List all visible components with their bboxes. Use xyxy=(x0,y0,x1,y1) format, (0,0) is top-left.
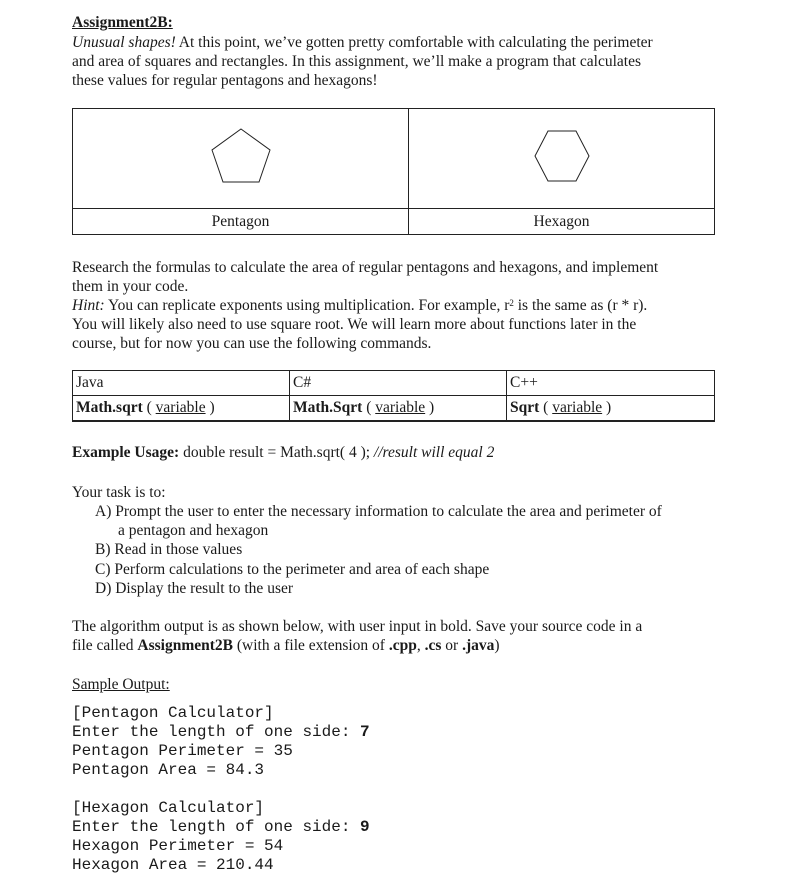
header-csharp: C# xyxy=(290,371,507,396)
intro-line-1: Unusual shapes! At this point, we’ve gotten pretty comfortable with calculating the perimeter xyxy=(72,34,653,51)
task-item-a-cont: a pentagon and hexagon xyxy=(118,522,269,539)
task-item-b: B) Read in those values xyxy=(95,541,243,558)
sample-output-heading: Sample Output: xyxy=(72,676,170,693)
hint-label: Hint: xyxy=(72,297,105,314)
pentagon-image-cell xyxy=(73,109,409,209)
hexagon-output-perimeter: Hexagon Perimeter = 54 xyxy=(72,837,284,855)
assignment-title: Assignment2B: xyxy=(72,14,173,31)
intro-line-3: these values for regular pentagons and hexagons! xyxy=(72,72,378,89)
pentagon-label: Pentagon xyxy=(73,209,409,235)
hexagon-label: Hexagon xyxy=(409,209,715,235)
hexagon-output-prompt: Enter the length of one side: 9 xyxy=(72,818,370,836)
pentagon-user-input: 7 xyxy=(360,723,370,741)
intro-italic: Unusual shapes! xyxy=(72,34,176,51)
csharp-sqrt-cell: Math.Sqrt ( variable ) xyxy=(290,396,507,422)
hexagon-output-title: [Hexagon Calculator] xyxy=(72,799,265,817)
task-item-c: C) Perform calculations to the perimeter and area of each shape xyxy=(95,561,490,578)
sqrt-commands-table xyxy=(72,370,715,422)
example-usage: Example Usage: double result = Math.sqrt( 4 ); //result will equal 2 xyxy=(72,444,495,461)
hexagon-image-cell xyxy=(409,109,715,209)
header-java: Java xyxy=(73,371,290,396)
research-line-1: Research the formulas to calculate the area of regular pentagons and hexagons, and implement xyxy=(72,259,659,276)
header-cpp: C++ xyxy=(507,371,715,396)
shapes-table xyxy=(72,108,715,235)
hint-line-2: You will likely also need to use square root. We will learn more about functions later in the xyxy=(72,316,637,333)
task-intro: Your task is to: xyxy=(72,484,166,501)
hint-line-3: course, but for now you can use the following commands. xyxy=(72,335,432,352)
research-line-2: them in your code. xyxy=(72,278,189,295)
task-item-a: A) Prompt the user to enter the necessary information to calculate the area and perimeter of xyxy=(95,503,662,520)
hexagon-output-area: Hexagon Area = 210.44 xyxy=(72,856,274,874)
java-sqrt-cell: Math.sqrt ( variable ) xyxy=(73,396,290,422)
pentagon-icon xyxy=(208,126,274,186)
algorithm-line-2: file called Assignment2B (with a file extension of .cpp, .cs or .java) xyxy=(72,637,500,654)
cpp-sqrt-cell: Sqrt ( variable ) xyxy=(507,396,715,422)
pentagon-output-prompt: Enter the length of one side: 7 xyxy=(72,723,370,741)
pentagon-output-perimeter: Pentagon Perimeter = 35 xyxy=(72,742,293,760)
intro-line-2: and area of squares and rectangles. In this assignment, we’ll make a program that calculates xyxy=(72,53,641,70)
task-item-d: D) Display the result to the user xyxy=(95,580,294,597)
hint-line-1: Hint: You can replicate exponents using multiplication. For example, $r^2$ is the same as (r * r). xyxy=(72,297,648,314)
filename: Assignment2B xyxy=(137,637,234,654)
hexagon-icon xyxy=(532,128,592,184)
pentagon-output-area: Pentagon Area = 84.3 xyxy=(72,761,265,779)
pentagon-output-title: [Pentagon Calculator] xyxy=(72,704,274,722)
hexagon-user-input: 9 xyxy=(360,818,370,836)
algorithm-line-1: The algorithm output is as shown below, with user input in bold. Save your source code in a xyxy=(72,618,643,635)
